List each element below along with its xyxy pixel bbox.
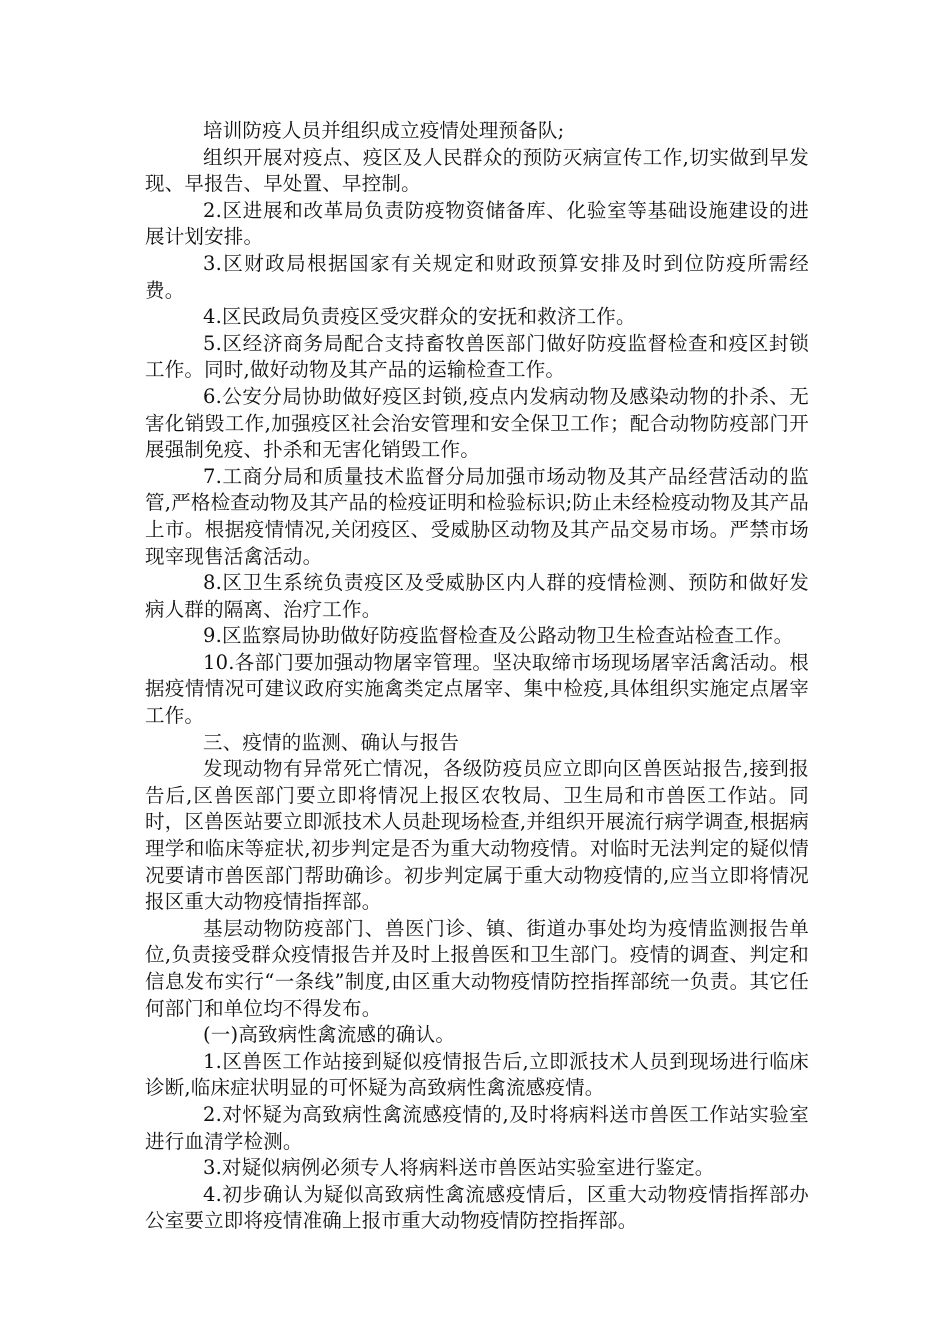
paragraph-13: 发现动物有异常死亡情况，各级防疫员应立即向区兽医站报告,接到报告后,区兽医部门要立即将情况上报区农牧局、卫生局和市兽医工作站。同时，区兽医站要立即派技术人员赴现场检查,并组织开展流行病学调查,根据病理学和临床等症状,初步判定是否为重大动物疫情。对临时无法判定的疑似情况要请市兽医部门帮助确诊。初步判定属于重大动物疫情的,应当立即将情况报区重大动物疫情指挥部。	[145, 757, 809, 914]
document-page	[145, 118, 809, 1235]
paragraph-4: 3.区财政局根据国家有关规定和财政预算安排及时到位防疫所需经费。	[145, 251, 809, 302]
paragraph-8: 7.工商分局和质量技术监督分局加强市场动物及其产品经营活动的监管,严格检查动物及其产品的检疫证明和检验标识;防止未经检疫动物及其产品上市。根据疫情情况,关闭疫区、受威胁区动物及其产品交易市场。严禁市场现宰现售活禽活动。	[145, 464, 809, 568]
paragraph-14: 基层动物防疫部门、兽医门诊、镇、街道办事处均为疫情监测报告单位,负责接受群众疫情报告并及时上报兽医和卫生部门。疫情的调查、判定和信息发布实行“一条线”制度,由区重大动物疫情防控指挥部统一负责。其它任何部门和单位均不得发布。	[145, 916, 809, 1020]
paragraph-11: 10.各部门要加强动物屠宰管理。坚决取缔市场现场屠宰活禽活动。根据疫情情况可建议政府实施禽类定点屠宰、集中检疫,具体组织实施定点屠宰工作。	[145, 650, 809, 728]
paragraph-7: 6.公安分局协助做好疫区封锁,疫点内发病动物及感染动物的扑杀、无害化销毁工作,加强疫区社会治安管理和安全保卫工作；配合动物防疫部门开展强制免疫、扑杀和无害化销毁工作。	[145, 384, 809, 462]
paragraph-19: 4.初步确认为疑似高致病性禽流感疫情后，区重大动物疫情指挥部办公室要立即将疫情准确上报市重大动物疫情防控指挥部。	[145, 1182, 809, 1233]
section-heading: 三、疫情的监测、确认与报告	[203, 730, 460, 754]
paragraph-17: 2.对怀疑为高致病性禽流感疫情的,及时将病料送市兽医工作站实验室进行血清学检测。	[145, 1102, 809, 1153]
paragraph-2: 组织开展对疫点、疫区及人民群众的预防灭病宣传工作,切实做到早发现、早报告、早处置、早控制。	[145, 145, 809, 196]
paragraph-16: 1.区兽医工作站接到疑似疫情报告后,立即派技术人员到现场进行临床诊断,临床症状明显的可怀疑为高致病性禽流感疫情。	[145, 1049, 809, 1100]
paragraph-5: 4.区民政局负责疫区受灾群众的安抚和救济工作。	[203, 305, 636, 329]
paragraph-1: 培训防疫人员并组织成立疫情处理预备队;	[203, 119, 565, 142]
paragraph-3: 2.区进展和改革局负责防疫物资储备库、化验室等基础设施建设的进展计划安排。	[145, 198, 809, 249]
paragraph-6: 5.区经济商务局配合支持畜牧兽医部门做好防疫监督检查和疫区封锁工作。同时,做好动物及其产品的运输检查工作。	[145, 331, 809, 382]
paragraph-18: 3.对疑似病例必须专人将病料送市兽医站实验室进行鉴定。	[203, 1156, 715, 1180]
subsection-heading: (一)高致病性禽流感的确认。	[203, 1023, 456, 1047]
paragraph-9: 8.区卫生系统负责疫区及受威胁区内人群的疫情检测、预防和做好发病人群的隔离、治疗工作。	[145, 571, 809, 621]
paragraph-10: 9.区监察局协助做好防疫监督检查及公路动物卫生检查站检查工作。	[203, 624, 794, 648]
